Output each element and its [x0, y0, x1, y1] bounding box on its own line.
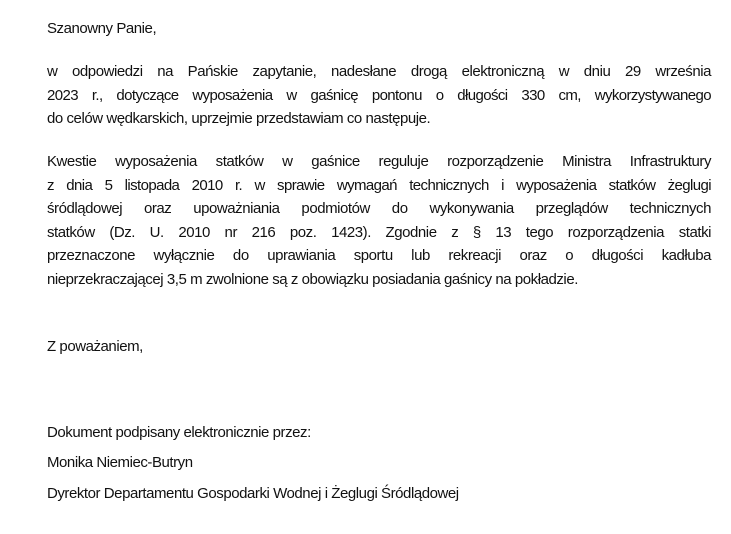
- closing: Z poważaniem,: [47, 338, 143, 355]
- paragraph-line: statków (Dz. U. 2010 nr 216 poz. 1423). Zgodnie z § 13 tego rozporządzenia statki: [47, 224, 711, 241]
- paragraph-line: w odpowiedzi na Pańskie zapytanie, nadesłane drogą elektroniczną w dniu 29 września: [47, 63, 711, 80]
- signed-by-label: Dokument podpisany elektronicznie przez:: [47, 424, 311, 441]
- paragraph-line: z dnia 5 listopada 2010 r. w sprawie wymagań technicznych i wyposażenia statków żeglugi: [47, 177, 711, 194]
- paragraph-line: do celów wędkarskich, uprzejmie przedstawiam co następuje.: [47, 110, 431, 127]
- paragraph-line: śródlądowej oraz upoważniania podmiotów do wykonywania przeglądów technicznych: [47, 200, 711, 217]
- signatory-name: Monika Niemiec-Butryn: [47, 454, 193, 471]
- paragraph-line: 2023 r., dotyczące wyposażenia w gaśnicę pontonu o długości 330 cm, wykorzystywanego: [47, 87, 711, 104]
- paragraph-line: nieprzekraczającej 3,5 m zwolnione są z obowiązku posiadania gaśnicy na pokładzie.: [47, 271, 578, 288]
- signatory-title: Dyrektor Departamentu Gospodarki Wodnej i Żeglugi Śródlądowej: [47, 485, 459, 502]
- paragraph-line: Kwestie wyposażenia statków w gaśnice reguluje rozporządzenie Ministra Infrastruktury: [47, 153, 711, 170]
- greeting: Szanowny Panie,: [47, 20, 157, 37]
- paragraph-line: przeznaczone wyłącznie do uprawiania sportu lub rekreacji oraz o długości kadłuba: [47, 247, 711, 264]
